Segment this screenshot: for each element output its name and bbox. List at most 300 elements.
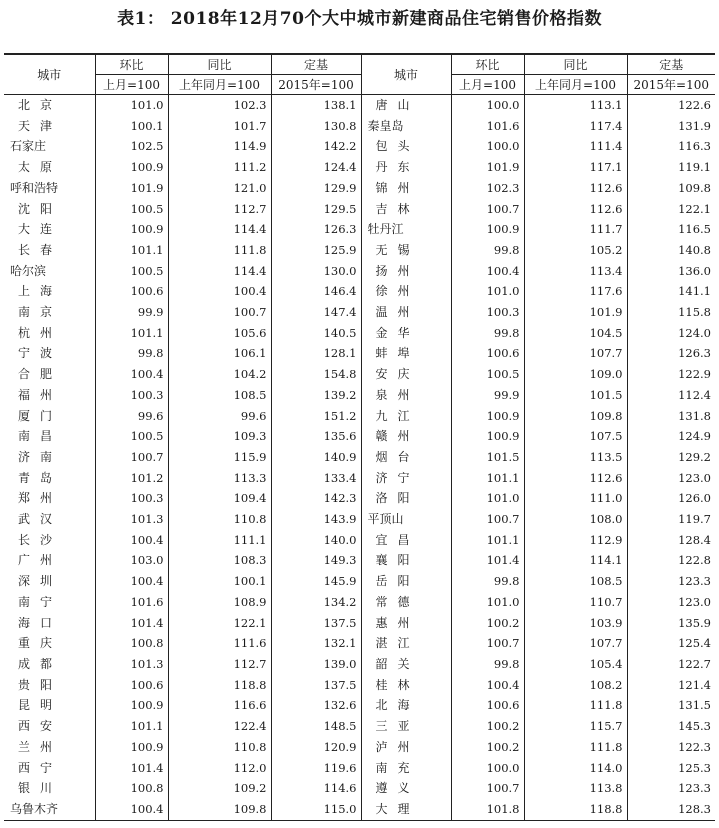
mom-base-left: 上月=100 xyxy=(95,75,168,95)
fixed-value-right: 123.0 xyxy=(678,470,711,485)
city-name-right: 蚌埠 xyxy=(361,343,451,364)
city-name-left: 合肥 xyxy=(4,364,95,385)
mom-value-right: 99.8 xyxy=(451,240,524,261)
city-name-left: 西宁 xyxy=(4,758,95,779)
mom-value-right: 99.8 xyxy=(451,323,524,344)
fixed-value-right: 123.0 xyxy=(678,594,711,609)
fixed-value-right: 122.3 xyxy=(678,739,711,754)
yoy-value-right: 117.6 xyxy=(524,281,627,302)
fixed-value-left: 137.5 xyxy=(271,613,361,634)
yoy-value-left: 121.0 xyxy=(168,178,271,199)
table-row xyxy=(4,592,715,613)
mom-value-right: 100.6 xyxy=(451,695,524,716)
yoy-value-left: 111.8 xyxy=(168,240,271,261)
mom-value-right: 100.7 xyxy=(451,633,524,654)
mom-base-right: 上月=100 xyxy=(451,75,524,95)
fixed-value-left: 124.4 xyxy=(271,157,361,178)
mom-value-left: 101.1 xyxy=(95,716,168,737)
fixed-value-right: 122.9 xyxy=(678,367,711,382)
mom-value-left: 100.7 xyxy=(95,447,168,468)
table-row xyxy=(4,633,715,654)
fixed-value-left: 137.5 xyxy=(271,675,361,696)
table-row xyxy=(4,654,715,675)
mom-value-right: 99.8 xyxy=(451,654,524,675)
yoy-value-left: 108.9 xyxy=(168,592,271,613)
yoy-value-right: 107.7 xyxy=(524,633,627,654)
city-name-right: 烟台 xyxy=(361,447,451,468)
mom-value-right: 100.2 xyxy=(451,613,524,634)
yoy-value-left: 114.9 xyxy=(168,136,271,157)
mom-value-left: 101.1 xyxy=(95,240,168,261)
table-row xyxy=(4,240,715,261)
yoy-value-left: 99.6 xyxy=(168,406,271,427)
city-name-left: 哈尔滨 xyxy=(4,261,95,282)
yoy-value-left: 112.7 xyxy=(168,199,271,220)
mom-value-left: 100.4 xyxy=(95,530,168,551)
city-name-right: 三亚 xyxy=(361,716,451,737)
mom-value-left: 100.6 xyxy=(95,675,168,696)
yoy-value-right: 111.8 xyxy=(524,695,627,716)
yoy-value-left: 110.8 xyxy=(168,737,271,758)
yoy-value-left: 114.4 xyxy=(168,219,271,240)
fixed-base-left: 2015年=100 xyxy=(271,75,361,95)
city-name-right: 襄阳 xyxy=(361,550,451,571)
mom-value-right: 100.0 xyxy=(451,758,524,779)
table-row xyxy=(4,302,715,323)
fixed-value-left: 139.2 xyxy=(271,385,361,406)
fixed-value-right: 121.4 xyxy=(678,677,711,692)
table-row xyxy=(4,675,715,696)
yoy-value-left: 104.2 xyxy=(168,364,271,385)
mom-value-right: 101.1 xyxy=(451,468,524,489)
yoy-value-right: 101.9 xyxy=(524,302,627,323)
city-name-right: 吉林 xyxy=(361,199,451,220)
city-name-left: 武汉 xyxy=(4,509,95,530)
city-header-right: 城市 xyxy=(361,54,451,95)
fixed-value-right: 116.3 xyxy=(678,139,711,154)
city-name-right: 泸州 xyxy=(361,737,451,758)
yoy-value-right: 114.1 xyxy=(524,550,627,571)
fixed-value-left: 134.2 xyxy=(271,592,361,613)
yoy-value-right: 117.4 xyxy=(524,116,627,137)
mom-value-right: 101.8 xyxy=(451,799,524,820)
city-name-left: 银川 xyxy=(4,778,95,799)
table-row xyxy=(4,261,715,282)
city-name-left: 海口 xyxy=(4,613,95,634)
fixed-value-right: 128.4 xyxy=(678,532,711,547)
fixed-base-right: 2015年=100 xyxy=(627,75,715,95)
city-name-right: 包头 xyxy=(361,136,451,157)
city-name-left: 南宁 xyxy=(4,592,95,613)
yoy-value-left: 102.3 xyxy=(168,95,271,116)
fixed-value-left: 140.9 xyxy=(271,447,361,468)
fixed-value-left: 142.3 xyxy=(271,488,361,509)
mom-value-left: 100.5 xyxy=(95,199,168,220)
yoy-value-left: 108.3 xyxy=(168,550,271,571)
fixed-value-right: 119.7 xyxy=(678,512,711,527)
yoy-value-right: 111.8 xyxy=(524,737,627,758)
yoy-value-right: 101.5 xyxy=(524,385,627,406)
fixed-value-left: 143.9 xyxy=(271,509,361,530)
city-name-left: 大连 xyxy=(4,219,95,240)
table-row xyxy=(4,571,715,592)
mom-value-left: 100.4 xyxy=(95,799,168,820)
fixed-value-right: 119.1 xyxy=(678,160,711,175)
fixed-value-right: 122.6 xyxy=(678,98,711,112)
fixed-value-right: 136.0 xyxy=(678,263,711,278)
table-row xyxy=(4,550,715,571)
fixed-value-left: 132.1 xyxy=(271,633,361,654)
city-name-left: 南京 xyxy=(4,302,95,323)
table-row xyxy=(4,716,715,737)
city-name-right: 桂林 xyxy=(361,675,451,696)
fixed-header-right: 定基 xyxy=(627,54,715,75)
fixed-value-right: 122.1 xyxy=(678,201,711,216)
mom-value-right: 101.1 xyxy=(451,530,524,551)
city-name-left: 长春 xyxy=(4,240,95,261)
fixed-value-right: 124.9 xyxy=(678,429,711,444)
fixed-value-right: 128.3 xyxy=(678,801,711,816)
yoy-value-left: 112.0 xyxy=(168,758,271,779)
city-name-right: 扬州 xyxy=(361,261,451,282)
yoy-value-right: 115.7 xyxy=(524,716,627,737)
fixed-value-right: 122.7 xyxy=(678,656,711,671)
mom-value-left: 100.4 xyxy=(95,364,168,385)
table-row xyxy=(4,157,715,178)
mom-value-right: 100.9 xyxy=(451,219,524,240)
table-row xyxy=(4,468,715,489)
table-row xyxy=(4,116,715,137)
yoy-value-right: 112.6 xyxy=(524,468,627,489)
fixed-value-right: 112.4 xyxy=(678,387,711,402)
fixed-value-right: 122.8 xyxy=(678,553,711,568)
table-row xyxy=(4,447,715,468)
fixed-value-left: 129.9 xyxy=(271,178,361,199)
fixed-value-right: 123.3 xyxy=(678,781,711,796)
mom-value-right: 100.7 xyxy=(451,778,524,799)
table-row xyxy=(4,323,715,344)
city-name-right: 安庆 xyxy=(361,364,451,385)
city-name-left: 青岛 xyxy=(4,468,95,489)
fixed-value-left: 125.9 xyxy=(271,240,361,261)
yoy-value-left: 111.1 xyxy=(168,530,271,551)
fixed-value-right: 109.8 xyxy=(678,180,711,195)
yoy-value-right: 112.6 xyxy=(524,178,627,199)
yoy-value-left: 114.4 xyxy=(168,261,271,282)
yoy-value-right: 109.0 xyxy=(524,364,627,385)
mom-value-left: 100.9 xyxy=(95,219,168,240)
mom-value-right: 100.9 xyxy=(451,426,524,447)
mom-value-left: 99.6 xyxy=(95,406,168,427)
table-row xyxy=(4,758,715,779)
yoy-value-right: 105.4 xyxy=(524,654,627,675)
mom-value-left: 100.5 xyxy=(95,426,168,447)
city-name-right: 韶关 xyxy=(361,654,451,675)
city-name-left: 石家庄 xyxy=(4,136,95,157)
yoy-value-right: 108.5 xyxy=(524,571,627,592)
city-name-right: 无锡 xyxy=(361,240,451,261)
city-name-right: 大理 xyxy=(361,799,451,820)
table-row xyxy=(4,178,715,199)
mom-value-right: 100.9 xyxy=(451,406,524,427)
mom-value-left: 100.5 xyxy=(95,261,168,282)
yoy-value-left: 112.7 xyxy=(168,654,271,675)
city-name-left: 呼和浩特 xyxy=(4,178,95,199)
yoy-value-right: 118.8 xyxy=(524,799,627,820)
yoy-value-right: 111.4 xyxy=(524,136,627,157)
mom-value-left: 101.6 xyxy=(95,592,168,613)
city-name-left: 上海 xyxy=(4,281,95,302)
yoy-value-right: 103.9 xyxy=(524,613,627,634)
city-name-left: 兰州 xyxy=(4,737,95,758)
city-name-right: 锦州 xyxy=(361,178,451,199)
yoy-value-right: 112.9 xyxy=(524,530,627,551)
mom-value-right: 100.0 xyxy=(451,136,524,157)
city-name-left: 郑州 xyxy=(4,488,95,509)
yoy-value-right: 111.0 xyxy=(524,488,627,509)
fixed-value-left: 114.6 xyxy=(271,778,361,799)
mom-value-left: 100.3 xyxy=(95,385,168,406)
city-name-left: 深圳 xyxy=(4,571,95,592)
city-name-left: 福州 xyxy=(4,385,95,406)
city-name-left: 济南 xyxy=(4,447,95,468)
mom-value-right: 100.7 xyxy=(451,199,524,220)
city-name-right: 唐山 xyxy=(361,95,451,116)
fixed-value-right: 141.1 xyxy=(678,284,711,299)
mom-value-right: 101.6 xyxy=(451,116,524,137)
city-name-right: 济宁 xyxy=(361,468,451,489)
city-name-right: 平顶山 xyxy=(361,509,451,530)
fixed-value-right: 126.0 xyxy=(678,491,711,506)
yoy-value-right: 113.8 xyxy=(524,778,627,799)
city-name-right: 温州 xyxy=(361,302,451,323)
mom-value-left: 100.6 xyxy=(95,281,168,302)
fixed-value-left: 146.4 xyxy=(271,281,361,302)
fixed-value-right: 131.9 xyxy=(678,118,711,133)
city-name-right: 秦皇岛 xyxy=(361,116,451,137)
fixed-value-right: 124.0 xyxy=(678,325,711,340)
city-name-right: 徐州 xyxy=(361,281,451,302)
yoy-value-right: 107.7 xyxy=(524,343,627,364)
table-row xyxy=(4,343,715,364)
table-row xyxy=(4,778,715,799)
yoy-value-left: 115.9 xyxy=(168,447,271,468)
yoy-value-left: 118.8 xyxy=(168,675,271,696)
yoy-value-left: 100.7 xyxy=(168,302,271,323)
yoy-value-left: 122.4 xyxy=(168,716,271,737)
city-name-left: 北京 xyxy=(4,95,95,116)
yoy-base-left: 上年同月=100 xyxy=(168,75,271,95)
yoy-value-right: 113.1 xyxy=(524,95,627,116)
table-row xyxy=(4,219,715,240)
yoy-value-right: 113.4 xyxy=(524,261,627,282)
yoy-value-right: 111.7 xyxy=(524,219,627,240)
yoy-value-left: 110.8 xyxy=(168,509,271,530)
city-name-left: 贵阳 xyxy=(4,675,95,696)
yoy-value-left: 105.6 xyxy=(168,323,271,344)
fixed-value-left: 128.1 xyxy=(271,343,361,364)
mom-value-right: 100.2 xyxy=(451,737,524,758)
mom-value-left: 100.1 xyxy=(95,116,168,137)
yoy-value-right: 117.1 xyxy=(524,157,627,178)
city-name-right: 丹东 xyxy=(361,157,451,178)
yoy-value-left: 116.6 xyxy=(168,695,271,716)
mom-value-left: 100.9 xyxy=(95,737,168,758)
city-name-right: 常德 xyxy=(361,592,451,613)
fixed-value-right: 116.5 xyxy=(678,222,711,237)
mom-value-right: 100.7 xyxy=(451,509,524,530)
mom-value-right: 101.0 xyxy=(451,592,524,613)
yoy-header-left: 同比 xyxy=(168,54,271,75)
fixed-value-left: 120.9 xyxy=(271,737,361,758)
mom-value-left: 101.9 xyxy=(95,178,168,199)
city-name-right: 赣州 xyxy=(361,426,451,447)
fixed-value-left: 149.3 xyxy=(271,550,361,571)
mom-value-left: 99.8 xyxy=(95,343,168,364)
fixed-value-right: 135.9 xyxy=(678,615,711,630)
yoy-value-left: 111.6 xyxy=(168,633,271,654)
yoy-value-right: 114.0 xyxy=(524,758,627,779)
yoy-value-left: 108.5 xyxy=(168,385,271,406)
mom-value-left: 101.1 xyxy=(95,323,168,344)
city-name-left: 西安 xyxy=(4,716,95,737)
mom-value-right: 100.6 xyxy=(451,343,524,364)
mom-value-left: 100.9 xyxy=(95,157,168,178)
mom-value-right: 100.4 xyxy=(451,675,524,696)
city-name-left: 南昌 xyxy=(4,426,95,447)
city-name-right: 九江 xyxy=(361,406,451,427)
yoy-value-right: 104.5 xyxy=(524,323,627,344)
table-row xyxy=(4,613,715,634)
table-body xyxy=(4,95,715,821)
table-row xyxy=(4,385,715,406)
fixed-value-right: 126.3 xyxy=(678,346,711,361)
fixed-value-left: 139.0 xyxy=(271,654,361,675)
mom-value-right: 101.0 xyxy=(451,281,524,302)
mom-value-left: 101.2 xyxy=(95,468,168,489)
city-name-right: 惠州 xyxy=(361,613,451,634)
fixed-value-left: 142.2 xyxy=(271,136,361,157)
yoy-value-right: 108.0 xyxy=(524,509,627,530)
table-row xyxy=(4,799,715,820)
fixed-value-left: 133.4 xyxy=(271,468,361,489)
fixed-value-right: 125.4 xyxy=(678,636,711,651)
mom-value-left: 101.3 xyxy=(95,654,168,675)
city-name-left: 昆明 xyxy=(4,695,95,716)
table-title: 表1： 2018年12月70个大中城市新建商品住宅销售价格指数 xyxy=(117,9,602,29)
city-name-right: 岳阳 xyxy=(361,571,451,592)
fixed-value-left: 115.0 xyxy=(271,799,361,820)
yoy-value-left: 109.3 xyxy=(168,426,271,447)
fixed-value-right: 125.3 xyxy=(678,760,711,775)
yoy-base-right: 上年同月=100 xyxy=(524,75,627,95)
fixed-value-left: 151.2 xyxy=(271,406,361,427)
yoy-value-right: 105.2 xyxy=(524,240,627,261)
mom-value-left: 103.0 xyxy=(95,550,168,571)
yoy-value-right: 112.6 xyxy=(524,199,627,220)
table-row xyxy=(4,364,715,385)
yoy-value-left: 122.1 xyxy=(168,613,271,634)
yoy-value-left: 111.2 xyxy=(168,157,271,178)
yoy-value-right: 113.5 xyxy=(524,447,627,468)
city-name-right: 宜昌 xyxy=(361,530,451,551)
table-row xyxy=(4,488,715,509)
yoy-value-right: 107.5 xyxy=(524,426,627,447)
city-name-left: 乌鲁木齐 xyxy=(4,799,95,820)
mom-header-left: 环比 xyxy=(95,54,168,75)
city-name-right: 南充 xyxy=(361,758,451,779)
table-row xyxy=(4,695,715,716)
mom-value-right: 100.0 xyxy=(451,95,524,116)
table-row xyxy=(4,530,715,551)
mom-value-left: 100.9 xyxy=(95,695,168,716)
fixed-value-left: 132.6 xyxy=(271,695,361,716)
yoy-value-left: 106.1 xyxy=(168,343,271,364)
yoy-value-right: 109.8 xyxy=(524,406,627,427)
city-name-right: 遵义 xyxy=(361,778,451,799)
fixed-value-left: 130.8 xyxy=(271,116,361,137)
price-index-table xyxy=(4,53,715,821)
fixed-value-right: 115.8 xyxy=(678,305,711,320)
yoy-value-left: 113.3 xyxy=(168,468,271,489)
city-name-left: 厦门 xyxy=(4,406,95,427)
city-name-right: 洛阳 xyxy=(361,488,451,509)
fixed-value-right: 145.3 xyxy=(678,719,711,734)
table-row xyxy=(4,426,715,447)
table-row xyxy=(4,199,715,220)
mom-value-right: 100.3 xyxy=(451,302,524,323)
mom-value-left: 100.3 xyxy=(95,488,168,509)
mom-value-left: 102.5 xyxy=(95,136,168,157)
mom-value-left: 100.8 xyxy=(95,633,168,654)
fixed-value-left: 138.1 xyxy=(271,95,361,116)
city-name-left: 重庆 xyxy=(4,633,95,654)
mom-value-left: 101.4 xyxy=(95,613,168,634)
fixed-value-left: 145.9 xyxy=(271,571,361,592)
city-name-left: 杭州 xyxy=(4,323,95,344)
table-row xyxy=(4,136,715,157)
fixed-header-left: 定基 xyxy=(271,54,361,75)
mom-header-right: 环比 xyxy=(451,54,524,75)
yoy-header-right: 同比 xyxy=(524,54,627,75)
fixed-value-left: 154.8 xyxy=(271,364,361,385)
mom-value-right: 101.9 xyxy=(451,157,524,178)
mom-value-right: 100.2 xyxy=(451,716,524,737)
fixed-value-left: 140.5 xyxy=(271,323,361,344)
mom-value-left: 101.0 xyxy=(95,95,168,116)
fixed-value-right: 123.3 xyxy=(678,574,711,589)
fixed-value-right: 131.5 xyxy=(678,698,711,713)
fixed-value-left: 130.0 xyxy=(271,261,361,282)
fixed-value-left: 135.6 xyxy=(271,426,361,447)
city-name-left: 长沙 xyxy=(4,530,95,551)
fixed-value-left: 147.4 xyxy=(271,302,361,323)
fixed-value-left: 126.3 xyxy=(271,219,361,240)
mom-value-left: 100.4 xyxy=(95,571,168,592)
fixed-value-left: 148.5 xyxy=(271,716,361,737)
city-name-left: 沈阳 xyxy=(4,199,95,220)
mom-value-right: 100.5 xyxy=(451,364,524,385)
yoy-value-left: 100.4 xyxy=(168,281,271,302)
yoy-value-right: 108.2 xyxy=(524,675,627,696)
mom-value-right: 99.8 xyxy=(451,571,524,592)
fixed-value-right: 129.2 xyxy=(678,449,711,464)
city-name-left: 天津 xyxy=(4,116,95,137)
fixed-value-left: 119.6 xyxy=(271,758,361,779)
fixed-value-left: 140.0 xyxy=(271,530,361,551)
yoy-value-left: 109.2 xyxy=(168,778,271,799)
yoy-value-left: 109.4 xyxy=(168,488,271,509)
